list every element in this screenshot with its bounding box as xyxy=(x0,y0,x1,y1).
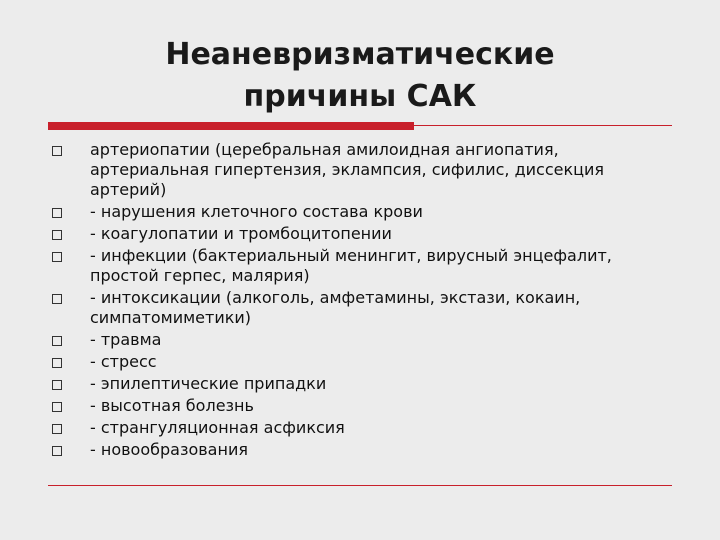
list-item-text: - коагулопатии и тромбоцитопении xyxy=(90,224,392,243)
square-bullet-icon xyxy=(52,358,62,368)
list-item-text: артериопатии (церебральная амилоидная ангиопатия, артериальная гипертензия, эклампсия, сифилис, диссекция артерий) xyxy=(90,140,605,199)
square-bullet-icon xyxy=(52,380,62,390)
square-bullet-icon xyxy=(52,208,62,218)
list-item xyxy=(52,396,682,416)
list-item-text: - интоксикации (алкоголь, амфетамины, экстази, кокаин, симпатомиметики) xyxy=(90,288,581,327)
list-item xyxy=(52,352,682,372)
slide-title xyxy=(100,34,620,118)
list-item xyxy=(52,246,682,286)
list-item xyxy=(52,418,682,438)
list-item-text: - травма xyxy=(90,330,162,349)
square-bullet-icon xyxy=(52,294,62,304)
title-line-1: Неаневризматические xyxy=(165,37,555,72)
bottom-divider-line xyxy=(48,485,672,486)
square-bullet-icon xyxy=(52,230,62,240)
causes-list xyxy=(52,140,682,462)
list-item xyxy=(52,202,682,222)
square-bullet-icon xyxy=(52,146,62,156)
title-line-2: причины САК xyxy=(243,79,477,114)
list-item-text: - стресс xyxy=(90,352,157,371)
square-bullet-icon xyxy=(52,446,62,456)
list-item xyxy=(52,140,682,200)
list-item-text: - странгуляционная асфиксия xyxy=(90,418,345,437)
list-item-text: - нарушения клеточного состава крови xyxy=(90,202,423,221)
square-bullet-icon xyxy=(52,402,62,412)
list-item xyxy=(52,440,682,460)
list-item xyxy=(52,224,682,244)
list-item-text: - высотная болезнь xyxy=(90,396,254,415)
list-item-text: - новообразования xyxy=(90,440,248,459)
square-bullet-icon xyxy=(52,424,62,434)
list-item-text: - эпилептические припадки xyxy=(90,374,327,393)
square-bullet-icon xyxy=(52,336,62,346)
list-item-text: - инфекции (бактериальный менингит, вирусный энцефалит, простой герпес, малярия) xyxy=(90,246,612,285)
list-item xyxy=(52,374,682,394)
title-divider-accent xyxy=(48,122,414,130)
list-item xyxy=(52,330,682,350)
square-bullet-icon xyxy=(52,252,62,262)
list-item xyxy=(52,288,682,328)
